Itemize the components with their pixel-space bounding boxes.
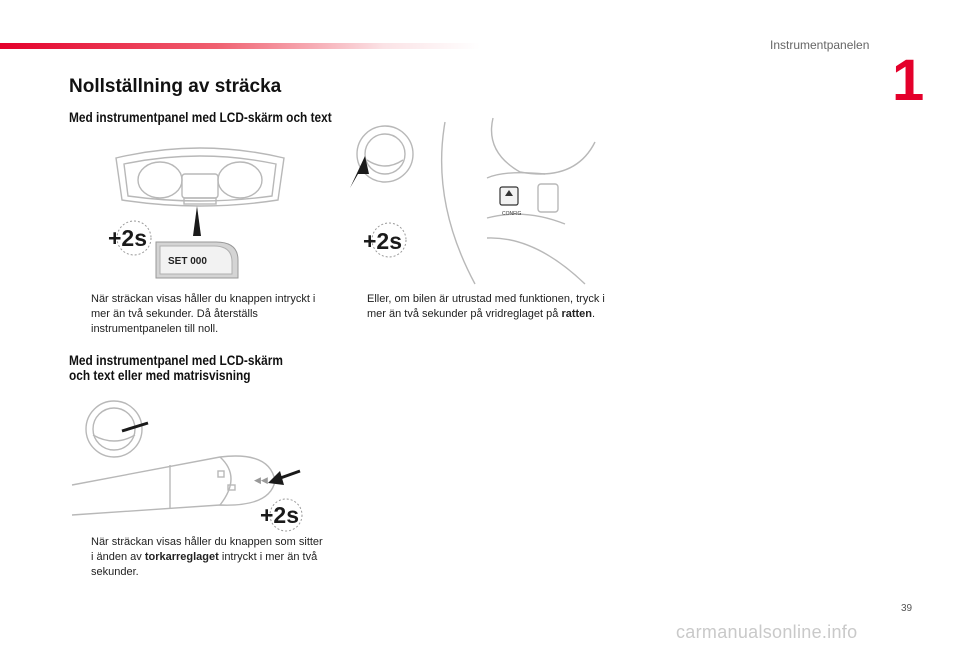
instruction-text-3: Eller, om bilen är utrustad med funktionen, tryck i mer än två sekunder på vridreglaget på ratten. [367, 293, 605, 320]
chapter-number: 1 [892, 48, 925, 113]
watermark: carmanualsonline.info [676, 622, 858, 642]
section-heading-line-2: och text eller med matrisvisning [69, 367, 251, 383]
section-heading-line-1: Med instrumentpanel med LCD-skärm [69, 353, 283, 368]
duration-badge: +2s [260, 502, 300, 528]
section-heading-lcd-matrix [69, 354, 283, 384]
header-accent-bar [0, 43, 480, 49]
svg-text:◀◀: ◀◀ [254, 475, 268, 485]
pointer-arrow-icon [193, 206, 201, 236]
instruction-bullet-2 [69, 535, 327, 580]
steering-wheel-config-illustration [345, 112, 605, 287]
instruction-bullet-3 [345, 292, 610, 322]
duration-badge: +2s [108, 225, 148, 251]
instruction-text-1: När sträckan visas håller du knappen intryckt i mer än två sekunder. Då återställs instrumentpanelen till noll. [91, 293, 316, 335]
instruction-text-2: När sträckan visas håller du knappen som sitter i änden av torkarreglaget intryckt i mer än två sekunder. [91, 536, 323, 578]
section-heading-lcd-text: Med instrumentpanel med LCD-skärm och text [69, 110, 332, 125]
instrument-cluster-illustration [100, 138, 300, 288]
instruction-bullet-1 [69, 292, 327, 337]
set-button-label: SET 000 [168, 256, 207, 267]
chapter-title: Instrumentpanelen [770, 38, 870, 52]
page-number: 39 [901, 603, 913, 614]
duration-badge: +2s [363, 228, 403, 254]
page-title: Nollställning av sträcka [69, 76, 282, 97]
wiper-stalk-illustration [70, 395, 315, 535]
config-label: CONFIG [502, 211, 522, 217]
